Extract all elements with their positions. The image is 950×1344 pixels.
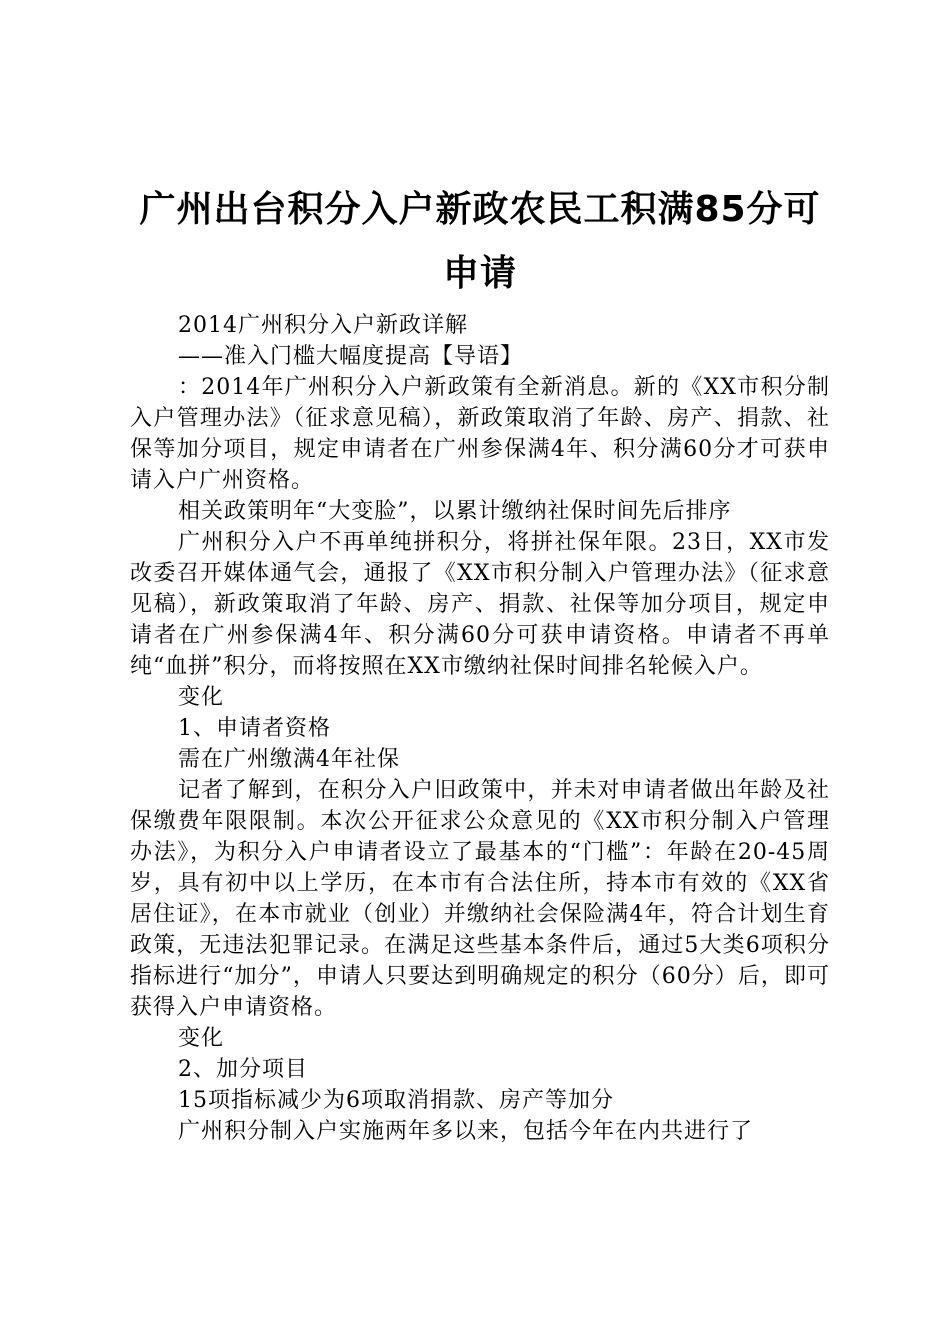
paragraph-body: 记者了解到，在积分入户旧政策中，并未对申请者做出年龄及社保缴费年限限制。本次公开征求公众意见的《XX市积分制入户管理办法》，为积分入户申请者设立了最基本的“门槛”：年龄在20-45周岁，具有初中以上学历，在本市有合法住所，持本市有效的《XX省居住证》，在本市就业（创业）并缴纳社会保险满4年，符合计划生育政策，无违法犯罪记录。在满足这些基本条件后，通过5大类6项积分指标进行“加分”，申请人只要达到明确规定的积分（60分）后，即可获得入户申请资格。	[130, 778, 830, 1020]
paragraph-heading-change: 相关政策明年“大变脸”，以累计缴纳社保时间先后排序	[178, 499, 732, 524]
section-label: 变化	[178, 1026, 225, 1051]
section-subheading: 15项指标减少为6项取消捐款、房产等加分	[178, 1088, 614, 1113]
document-title: 广州出台积分入户新政农民工积满85分可申请	[139, 189, 821, 294]
paragraph-body: 广州积分制入户实施两年多以来，包括今年在内共进行了	[178, 1119, 754, 1144]
paragraph-lead: ——准入门槛大幅度提高【导语】	[178, 344, 524, 369]
paragraph-intro: ：2014年广州积分入户新政策有全新消息。新的《XX市积分制入户管理办法》（征求意见稿），新政策取消了年龄、房产、捐款、社保等加分项目，规定申请者在广州参保满4年、积分满60分才可获申请入户广州资格。	[130, 375, 830, 493]
section-label: 变化	[178, 685, 225, 710]
section-heading: 2、加分项目	[178, 1057, 308, 1082]
section-subheading: 需在广州缴满4年社保	[178, 747, 400, 772]
document-page	[130, 178, 830, 1147]
paragraph-body: 广州积分入户不再单纯拼积分，将拼社保年限。23日，XX市发改委召开媒体通气会，通报了《XX市积分制入户管理办法》（征求意见稿），新政策取消了年龄、房产、捐款、社保等加分项目，规定申请者在广州参保满4年、积分满60分可获申请资格。申请者不再单纯“血拼”积分，而将按照在XX市缴纳社保时间排名轮候入户。	[130, 530, 830, 679]
section-heading: 1、申请者资格	[178, 716, 331, 741]
paragraph-subtitle: 2014广州积分入户新政详解	[178, 313, 468, 338]
